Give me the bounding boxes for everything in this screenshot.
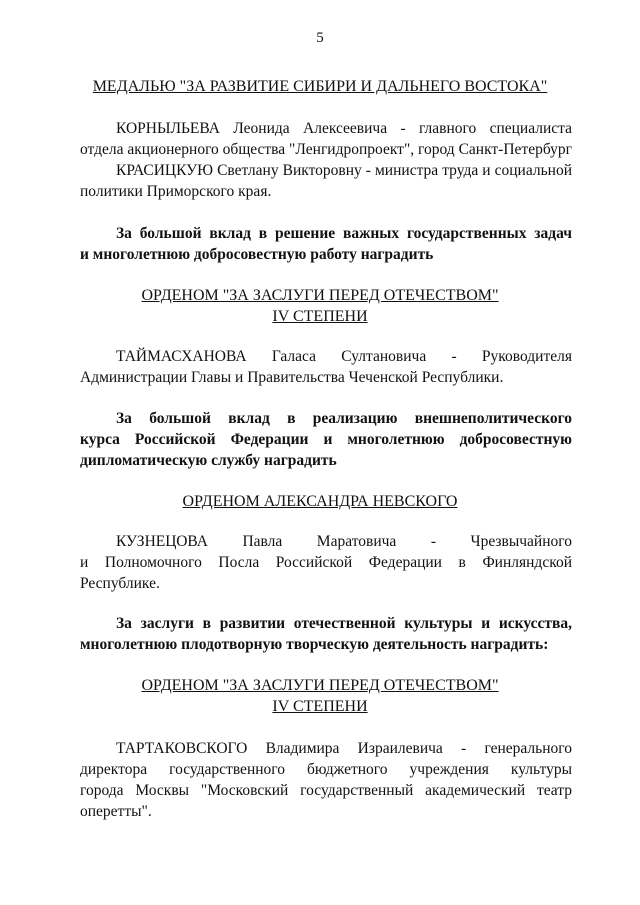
nominee-kuznetsov-line2: и Полномочного Посла Российской Федерации в Финляндской xyxy=(80,554,572,571)
award-heading-order-merit-2-degree: IV СТЕПЕНИ xyxy=(272,698,368,715)
nominee-taymaskhanov-line1: ТАЙМАСХАНОВА Галаса Султановича - Руководителя xyxy=(116,348,572,365)
award-heading-order-merit-1: ОРДЕНОМ "ЗА ЗАСЛУГИ ПЕРЕД ОТЕЧЕСТВОМ" xyxy=(141,287,499,304)
nominee-tartakovsky-line3: города Москвы "Московский государственный академический театр xyxy=(80,782,572,799)
award-heading-order-merit-2: ОРДЕНОМ "ЗА ЗАСЛУГИ ПЕРЕД ОТЕЧЕСТВОМ" xyxy=(141,677,499,694)
nominee-kuznetsov-line1: КУЗНЕЦОВА Павла Маратовича - Чрезвычайного xyxy=(116,533,572,550)
award-intro-2-line2: курса Российской Федерации и многолетнюю добросовестную xyxy=(80,431,572,448)
nominee-korniliev-line2: отдела акционерного общества "Ленгидропроект", город Санкт-Петербург xyxy=(80,141,572,158)
award-intro-2-line3: дипломатическую службу наградить xyxy=(80,452,337,469)
award-intro-1-line1: За большой вклад в решение важных государственных задач xyxy=(116,225,572,242)
nominee-kuznetsov-line3: Республике. xyxy=(80,575,160,592)
nominee-krasitskaya-line1: КРАСИЦКУЮ Светлану Викторовну - министра труда и социальной xyxy=(116,162,572,179)
nominee-tartakovsky-line2: директора государственного бюджетного учреждения культуры xyxy=(80,761,572,778)
award-heading-order-merit-1-degree: IV СТЕПЕНИ xyxy=(272,308,368,325)
award-intro-3-line1: За заслуги в развитии отечественной культуры и искусства, xyxy=(116,615,572,632)
award-heading-medal: МЕДАЛЬЮ "ЗА РАЗВИТИЕ СИБИРИ И ДАЛЬНЕГО ВОСТОКА" xyxy=(92,78,548,95)
award-intro-3-line2: многолетнюю плодотворную творческую деятельность наградить: xyxy=(80,636,549,653)
award-heading-order-nevsky: ОРДЕНОМ АЛЕКСАНДРА НЕВСКОГО xyxy=(182,493,458,510)
nominee-korniliev-line1: КОРНЫЛЬЕВА Леонида Алексеевича - главного специалиста xyxy=(116,120,572,137)
nominee-tartakovsky-line1: ТАРТАКОВСКОГО Владимира Израилевича - генерального xyxy=(116,740,572,757)
nominee-krasitskaya-line2: политики Приморского края. xyxy=(80,183,272,200)
award-intro-2-line1: За большой вклад в реализацию внешнеполитического xyxy=(116,410,572,427)
nominee-taymaskhanov-line2: Администрации Главы и Правительства Чеченской Республики. xyxy=(80,369,504,386)
nominee-tartakovsky-line4: оперетты". xyxy=(80,803,152,820)
award-intro-1-line2: и многолетнюю добросовестную работу наградить xyxy=(80,246,434,263)
page-number: 5 xyxy=(316,30,324,46)
